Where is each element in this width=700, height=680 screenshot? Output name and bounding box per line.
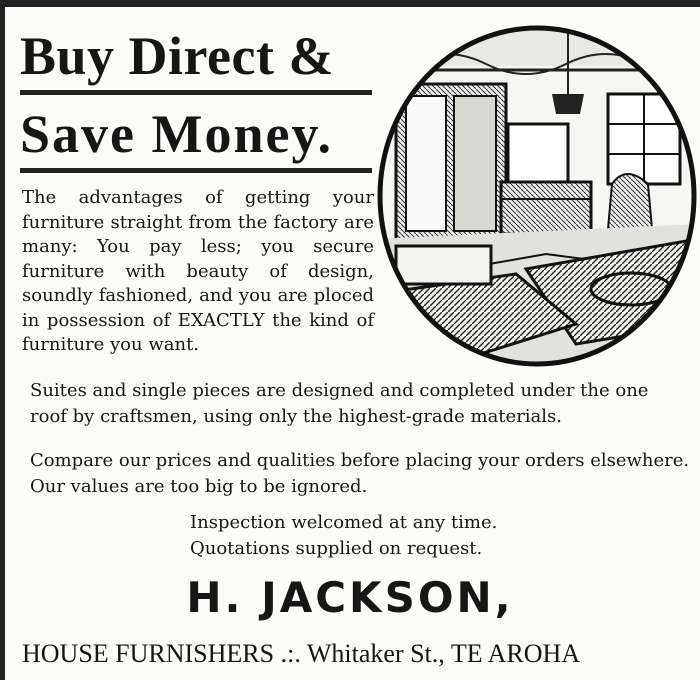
- furnished-room-illustration: [376, 24, 698, 368]
- headline-line-1: Buy Direct &: [20, 26, 334, 86]
- trade-address-line: [22, 636, 698, 672]
- separator-glyph: .:.: [280, 639, 301, 668]
- firm-name: H. JACKSON,: [186, 573, 514, 622]
- inspection-line: Inspection welcomed at any time.: [190, 512, 498, 533]
- top-border-rule: [0, 0, 700, 7]
- headline-line-2: Save Money.: [20, 104, 333, 164]
- intro-paragraph: The advantages of getting your furniture straight from the factory are many: You pay less; you secure furniture with beauty of design, soundly fashioned, and you are ploced in possession of EXACTLY the kind of furniture you want.: [22, 187, 374, 355]
- craftsmanship-paragraph: Suites and single pieces are designed and completed under the one roof by craftsmen, using only the highest-grade materials.: [30, 380, 649, 427]
- headline-divider-2: [20, 168, 372, 173]
- trade-label: HOUSE FURNISHERS: [22, 639, 275, 668]
- inspection-notice: [190, 510, 497, 562]
- pricing-paragraph: Compare our prices and qualities before placing your orders elsewhere. Our values are too big to be ignored.: [30, 450, 690, 497]
- address-label: Whitaker St., TE AROHA: [306, 639, 581, 668]
- headline-divider-1: [20, 90, 372, 95]
- quotations-line: Quotations supplied on request.: [190, 538, 483, 559]
